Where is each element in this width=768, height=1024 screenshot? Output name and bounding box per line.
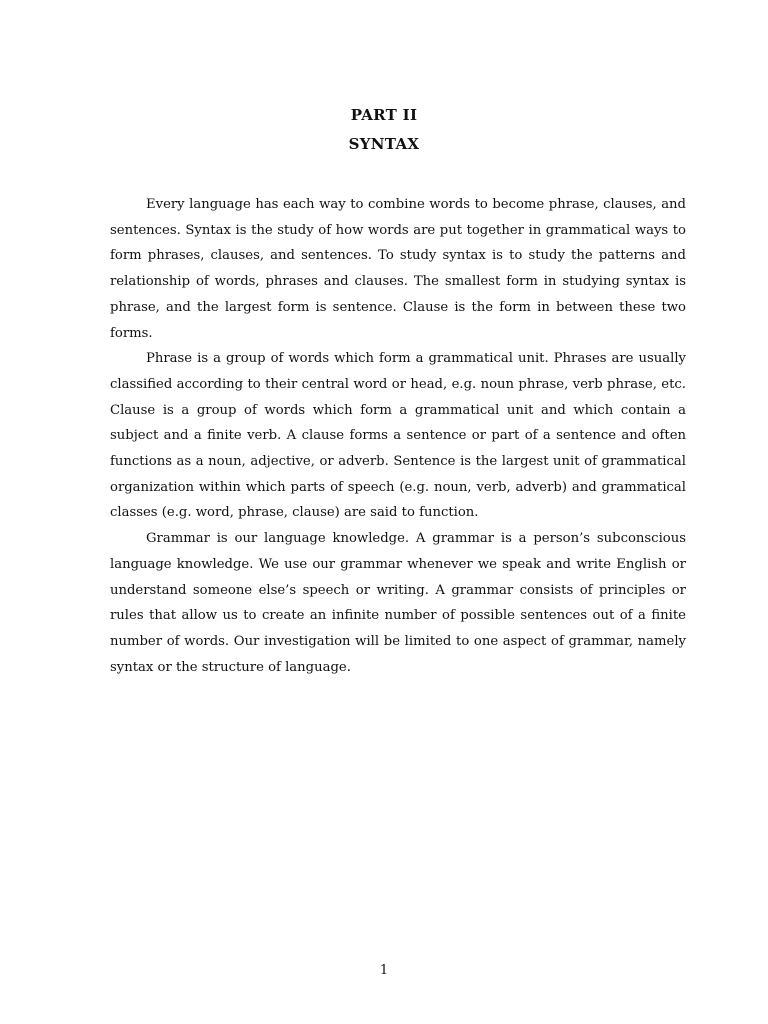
paragraph-2: Phrase is a group of words which form a grammatical unit. Phrases are usually classified according to their central word or head, e.g. noun phrase, verb phrase, etc. Clause is a group of words which form a grammatical unit and which contain a subject and a finite verb. A clause forms a sentence or part of a sentence and often functions as a noun, adjective, or adverb. Sentence is the largest unit of grammatical organization within which parts of speech (e.g. noun, verb, adverb) and grammatical classes (e.g. word, phrase, clause) are said to function. [110,351,686,521]
part-title: PART II [350,106,418,124]
paragraph-1: Every language has each way to combine words to become phrase, clauses, and sentences. Syntax is the study of how words are put together in grammatical ways to form phrases, clauses, and sentences. To study syntax is to study the patterns and relationship of words, phrases and clauses. The smallest form in studying syntax is phrase, and the largest form is sentence. Clause is the form in between these two forms. [110,197,686,341]
section-title: SYNTAX [348,135,420,153]
page-number: 1 [379,963,389,978]
body-text [110,192,686,680]
paragraph-3: Grammar is our language knowledge. A grammar is a person’s subconscious language knowledge. We use our grammar whenever we speak and write English or understand someone else’s speech or writing. A grammar consists of principles or rules that allow us to create an infinite number of possible sentences out of a finite number of words. Our investigation will be limited to one aspect of grammar, namely syntax or the structure of language. [110,531,686,675]
